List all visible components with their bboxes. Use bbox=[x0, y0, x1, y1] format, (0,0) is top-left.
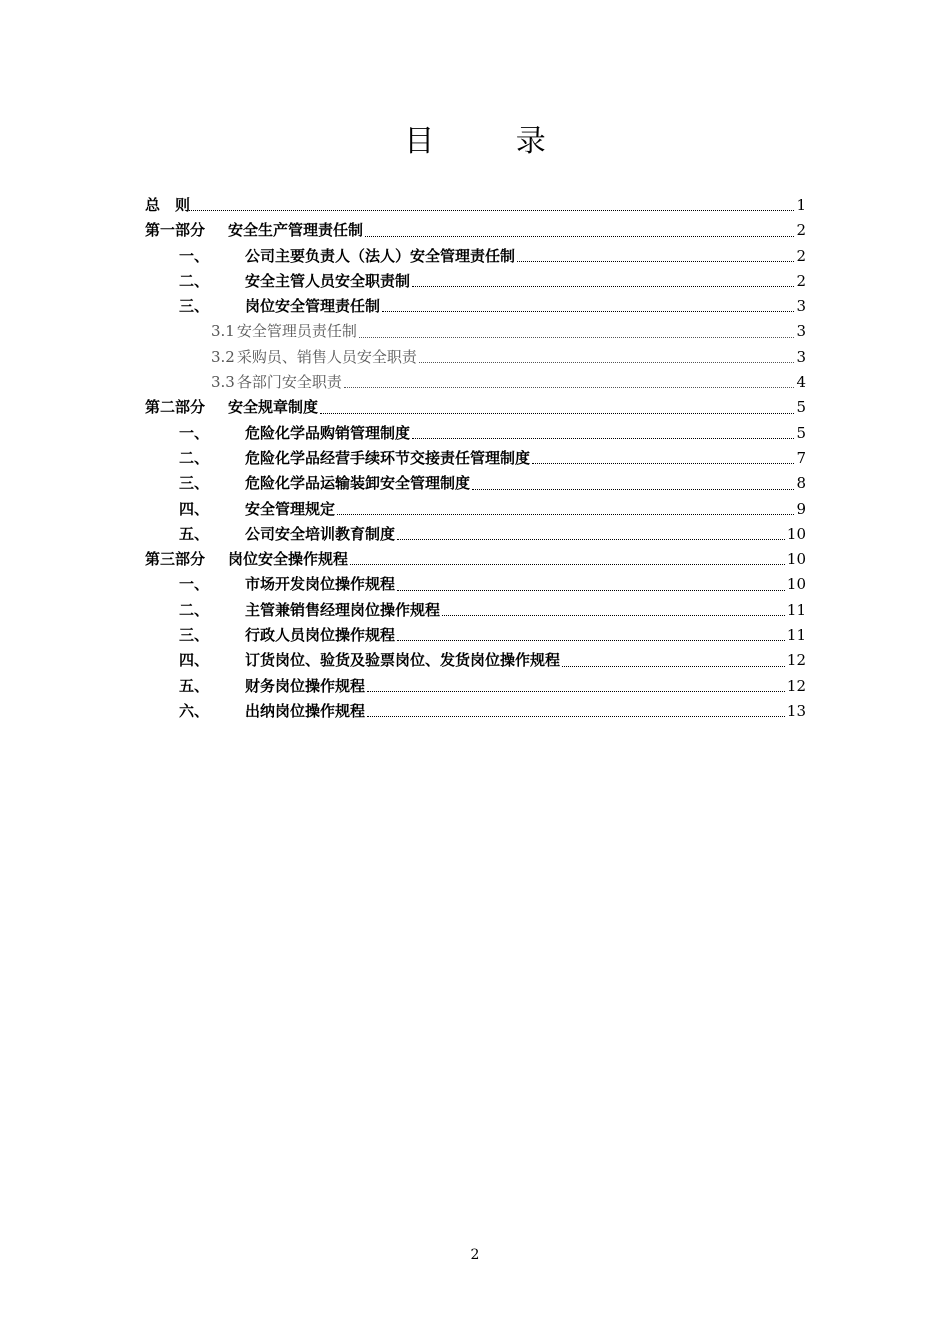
toc-entry-page-number: 2 bbox=[796, 246, 806, 265]
toc-leader-dots bbox=[412, 437, 794, 439]
toc-entry-label: 岗位安全管理责任制 bbox=[245, 297, 381, 316]
toc-entry-number: 一、 bbox=[179, 246, 210, 265]
toc-entry-page-number: 7 bbox=[796, 448, 806, 467]
toc-entry[interactable] bbox=[145, 623, 806, 648]
toc-entry[interactable] bbox=[145, 522, 806, 547]
toc-entry-label: 危险化学品购销管理制度 bbox=[245, 423, 411, 442]
toc-entry[interactable] bbox=[145, 269, 806, 294]
toc-leader-dots bbox=[562, 665, 785, 667]
toc-entry-number: 五、 bbox=[179, 676, 210, 695]
toc-entry[interactable] bbox=[145, 193, 806, 218]
toc-entry-label: 出纳岗位操作规程 bbox=[245, 701, 366, 720]
toc-leader-dots bbox=[337, 513, 794, 515]
toc-entry-number: 六、 bbox=[179, 701, 210, 720]
toc-entry-number: 二、 bbox=[179, 448, 210, 467]
toc-entry-label: 市场开发岗位操作规程 bbox=[245, 575, 396, 594]
toc-entry-page-number: 2 bbox=[796, 221, 806, 240]
toc-entry-number: 三、 bbox=[179, 297, 210, 316]
toc-leader-dots bbox=[472, 488, 794, 490]
toc-entry-label: 公司安全培训教育制度 bbox=[245, 524, 396, 543]
toc-entry-number: 一、 bbox=[179, 423, 210, 442]
toc-leader-dots bbox=[442, 614, 785, 616]
toc-entry-number: 第二部分 bbox=[145, 398, 206, 417]
toc-entry-label: 公司主要负责人（法人）安全管理责任制 bbox=[245, 246, 516, 265]
table-of-contents bbox=[145, 193, 806, 724]
toc-entry[interactable] bbox=[145, 699, 806, 724]
toc-entry-number: 3.3 bbox=[211, 373, 235, 392]
toc-entry[interactable] bbox=[145, 294, 806, 319]
toc-leader-dots bbox=[382, 310, 794, 312]
toc-entry-page-number: 11 bbox=[786, 600, 806, 619]
toc-leader-dots bbox=[397, 589, 785, 591]
toc-entry-number: 第一部分 bbox=[145, 221, 206, 240]
toc-entry-label: 安全管理员责任制 bbox=[236, 322, 357, 341]
toc-entry-number: 四、 bbox=[179, 651, 210, 670]
toc-entry-label: 安全主管人员安全职责制 bbox=[245, 271, 411, 290]
toc-entry-label: 主管兼销售经理岗位操作规程 bbox=[245, 600, 441, 619]
toc-entry-number: 三、 bbox=[179, 474, 210, 493]
toc-entry-page-number: 2 bbox=[796, 271, 806, 290]
toc-entry-number: 三、 bbox=[179, 626, 210, 645]
toc-entry-label: 订货岗位、验货及验票岗位、发货岗位操作规程 bbox=[245, 651, 561, 670]
toc-entry[interactable] bbox=[145, 244, 806, 269]
toc-entry-number: 五、 bbox=[179, 524, 210, 543]
toc-leader-dots bbox=[367, 690, 785, 692]
toc-leader-dots bbox=[359, 336, 795, 338]
toc-entry-number: 3.2 bbox=[211, 347, 235, 366]
toc-leader-dots bbox=[189, 209, 794, 211]
toc-leader-dots bbox=[412, 285, 794, 287]
toc-entry-label: 岗位安全操作规程 bbox=[228, 550, 349, 569]
toc-entry-page-number: 1 bbox=[796, 196, 806, 214]
toc-entry-page-number: 5 bbox=[796, 398, 806, 417]
toc-leader-dots bbox=[320, 412, 794, 414]
toc-entry[interactable] bbox=[145, 319, 806, 344]
toc-entry-number: 一、 bbox=[179, 575, 210, 594]
toc-leader-dots bbox=[419, 361, 795, 363]
toc-entry[interactable] bbox=[145, 598, 806, 623]
toc-entry-page-number: 11 bbox=[786, 626, 806, 645]
toc-entry-page-number: 3 bbox=[796, 347, 806, 366]
toc-leader-dots bbox=[397, 538, 785, 540]
toc-entry[interactable] bbox=[145, 547, 806, 572]
toc-entry-label: 各部门安全职责 bbox=[236, 373, 342, 392]
toc-leader-dots bbox=[365, 235, 794, 237]
toc-leader-dots bbox=[344, 386, 795, 388]
toc-leader-dots bbox=[517, 260, 794, 262]
toc-entry-label: 安全生产管理责任制 bbox=[228, 221, 364, 240]
toc-entry[interactable] bbox=[145, 497, 806, 522]
toc-entry[interactable] bbox=[145, 446, 806, 471]
toc-entry-number: 四、 bbox=[179, 499, 210, 518]
toc-entry[interactable] bbox=[145, 674, 806, 699]
toc-entry-page-number: 10 bbox=[786, 550, 806, 569]
toc-entry-label: 安全规章制度 bbox=[228, 398, 319, 417]
page-title: 目 录 bbox=[404, 124, 582, 159]
toc-entry-page-number: 3 bbox=[796, 297, 806, 316]
toc-entry[interactable] bbox=[145, 471, 806, 496]
toc-entry-number: 二、 bbox=[179, 600, 210, 619]
toc-entry-page-number: 5 bbox=[796, 423, 806, 442]
toc-entry-page-number: 3 bbox=[796, 322, 806, 341]
toc-entry-label: 采购员、销售人员安全职责 bbox=[236, 347, 417, 366]
toc-entry-page-number: 12 bbox=[786, 676, 806, 695]
toc-entry-label: 财务岗位操作规程 bbox=[245, 676, 366, 695]
toc-entry-page-number: 10 bbox=[786, 524, 806, 543]
toc-entry[interactable] bbox=[145, 395, 806, 420]
toc-leader-dots bbox=[367, 715, 785, 717]
toc-entry-label: 行政人员岗位操作规程 bbox=[245, 626, 396, 645]
toc-entry[interactable] bbox=[145, 648, 806, 673]
toc-leader-dots bbox=[397, 639, 785, 641]
toc-entry-page-number: 12 bbox=[786, 651, 806, 670]
toc-entry-label: 危险化学品运输装卸安全管理制度 bbox=[245, 474, 471, 493]
toc-entry[interactable] bbox=[145, 218, 806, 243]
toc-entry-number: 总 则 bbox=[145, 196, 191, 214]
toc-entry[interactable] bbox=[145, 345, 806, 370]
toc-entry[interactable] bbox=[145, 370, 806, 395]
toc-entry-label: 危险化学品经营手续环节交接责任管理制度 bbox=[245, 448, 531, 467]
toc-entry[interactable] bbox=[145, 421, 806, 446]
toc-entry-label: 安全管理规定 bbox=[245, 499, 336, 518]
toc-leader-dots bbox=[350, 563, 785, 565]
toc-entry-number: 3.1 bbox=[211, 322, 235, 341]
toc-entry-page-number: 9 bbox=[796, 499, 806, 518]
toc-leader-dots bbox=[532, 462, 794, 464]
toc-entry-number: 第三部分 bbox=[145, 550, 206, 569]
toc-entry-page-number: 4 bbox=[796, 373, 806, 392]
toc-entry-number: 二、 bbox=[179, 271, 210, 290]
footer-page-number: 2 bbox=[470, 1247, 480, 1263]
toc-entry-page-number: 10 bbox=[786, 575, 806, 594]
toc-entry[interactable] bbox=[145, 572, 806, 597]
toc-entry-page-number: 8 bbox=[796, 474, 806, 493]
toc-entry-page-number: 13 bbox=[786, 701, 806, 720]
